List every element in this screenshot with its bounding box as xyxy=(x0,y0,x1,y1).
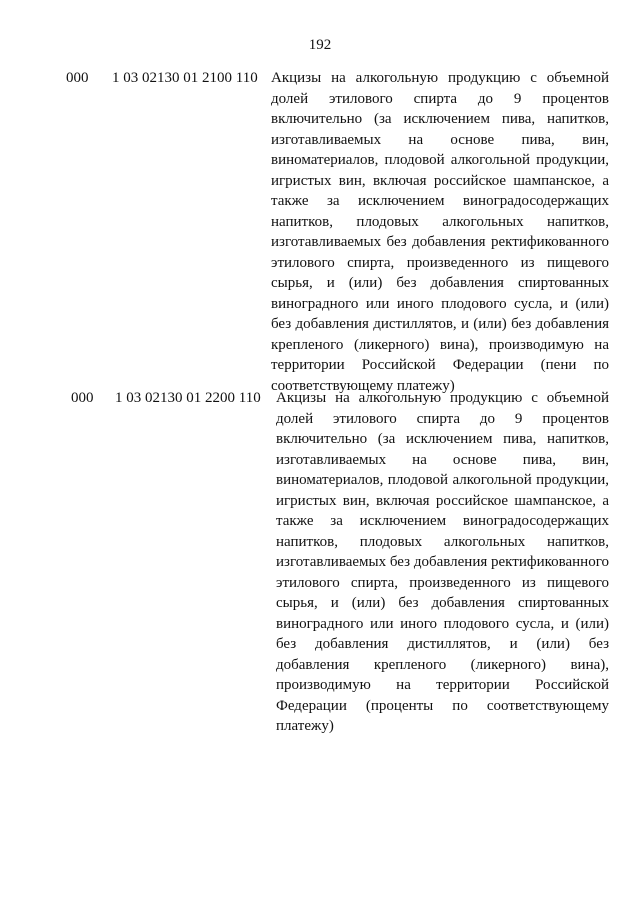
admin-code: 000 xyxy=(66,70,89,86)
admin-code: 000 xyxy=(71,390,94,406)
page-number: 192 xyxy=(308,37,332,53)
income-description: Акцизы на алкогольную продукцию с объемной долей этилового спирта до 9 процентов включительно (за исключением пива, напитков, изготавливаемых на основе пива, вин, виноматериалов, плодовой алкогольной продукции, игристых вин, включая российское шампанское, а также за исключением виноградосодержащих напитков, плодовых алкогольных напитков, изготавливаемых без добавления ректификованного этилового спирта, произведенного из пищевого сырья, и (или) без добавления спиртованных виноградного или иного плодового сусла, и (или) без добавления дистиллятов, и (или) без добавления крепленого (ликерного) вина), производимую на территории Российской Федерации (проценты по соответствующему платежу) xyxy=(276,390,609,734)
budget-classification-code: 1 03 02130 01 2200 110 xyxy=(115,390,261,406)
budget-classification-code: 1 03 02130 01 2100 110 xyxy=(112,70,258,86)
income-description: Акцизы на алкогольную продукцию с объемной долей этилового спирта до 9 процентов включительно (за исключением пива, напитков, изготавливаемых на основе пива, вин, виноматериалов, плодовой алкогольной продукции, игристых вин, включая российское шампанское, а также за исключением виноградосодержащих напитков, плодовых алкогольных напитков, изготавливаемых без добавления ректификованного этилового спирта, произведенного из пищевого сырья, и (или) без добавления спиртованных виноградного или иного плодового сусла, и (или) без добавления дистиллятов, и (или) без добавления крепленого (ликерного) вина), производимую на территории Российской Федерации (пени по соответствующему платежу) xyxy=(271,70,609,394)
